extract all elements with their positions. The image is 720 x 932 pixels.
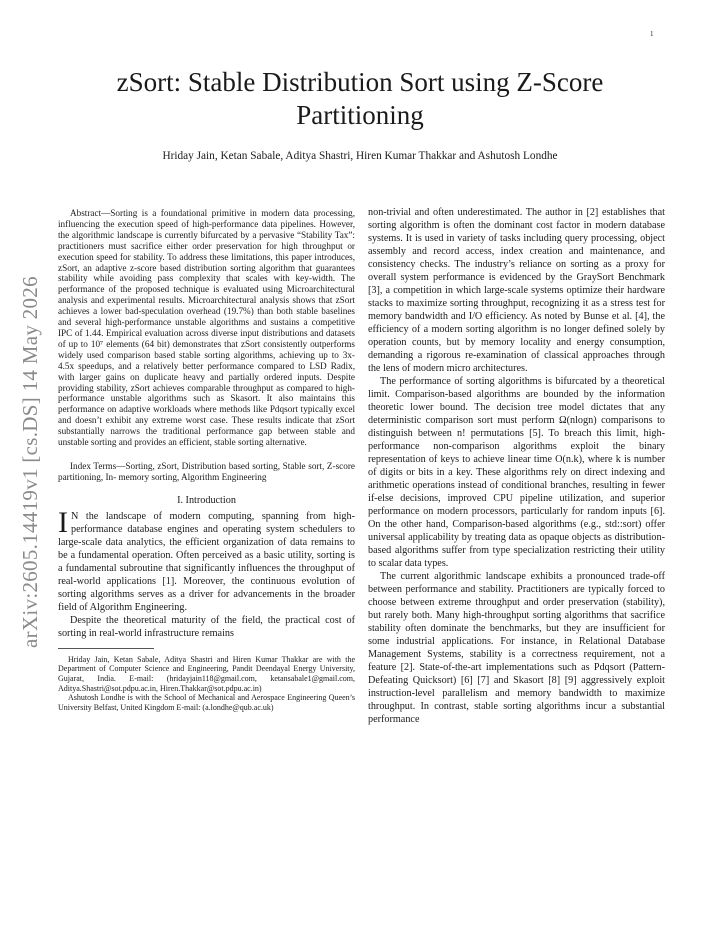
author-list: Hriday Jain, Ketan Sabale, Aditya Shastri, Hiren Kumar Thakkar and Ashutosh Londhe	[162, 150, 558, 162]
arxiv-identifier-stamp: arXiv:2605.14419v1 [cs.DS] 14 May 2026	[18, 276, 42, 648]
footnote-authors-affiliation: Hriday Jain, Ketan Sabale, Aditya Shastri and Hiren Kumar Thakkar are with the Department of Computer Science and Engineering, Pandit Deendayal Energy University, Gujarat, India. E-mail: (hridayjain118@gmail.com, ketansabale1@gmail.com, Aditya.Shastri@sot.pdpu.ac.in, Hiren.Thakkar@sot.pdpu.ac.in)	[58, 654, 355, 693]
intro-paragraph-1-text: N the landscape of modern computing, spanning from high-performance database engines and operating system schedulers to large-scale data analytics, the efficient organization of data remains to be a fundamental operation. Often perceived as a basic utility, sorting is a fundamental subroutine that significantly influences the throughput of real-world applications [1]. Moreover, the continuous evolution of sorting algorithms serves as a driver for advancements in the broader field of Algorithm Engineering.	[58, 510, 355, 613]
right-paragraph-1: non-trivial and often underestimated. The author in [2] establishes that sorting algorithm is often the dominant cost factor in modern database systems. It is used in variety of tasks including query processing, object assembly and record access, index creation and maintenance, and consistency checks. The industry’s reliance on sorting as a proxy for overall system performance is evidenced by the GraySort Benchmark [3], a competition in which large-scale systems optimize their hardware stacks to maximize sorting throughput, recognizing it as a stress test for memory bandwidth and I/O efficiency. As noted by Bunse et al. [4], the efficiency of a modern sorting algorithm is no longer defined solely by operation counts, but by memory locality and energy consumption, demanding a rigorous re-examination of classical approaches through the lens of modern micro architectures.	[368, 207, 665, 374]
index-terms: Index Terms—Sorting, zSort, Distribution based sorting, Stable sort, Z-score partitioning, In- memory sorting, Algorithm Engineering	[58, 460, 355, 482]
section-heading-introduction: I. Introduction	[177, 494, 236, 506]
intro-paragraph-2: Despite the theoretical maturity of the field, the practical cost of sorting in real-world infrastructure remains	[58, 614, 355, 639]
paper-title: zSort: Stable Distribution Sort using Z-Score Partitioning	[116, 67, 604, 130]
left-column	[58, 208, 355, 712]
drop-cap-letter: I	[58, 505, 68, 539]
right-paragraph-2: The performance of sorting algorithms is bifurcated by a theoretical limit. Comparison-based algorithms are bounded by the information theoretic lower bound. The decision tree model dictates that any deterministic comparison sort must perform Ω(nlogn) comparisons to distinguish between n! permutations [5]. To breach this limit, high-performance non-comparison algorithms exploit the binary representation of keys to achieve linear time O(n.k), where k is number of digits or bits in a key. These algorithms rely on direct indexing and arithmetic operations instead of conditional branches, resulting in fewer if-else decisions, improved CPU pipeline utilization, and superior performance on modern processors, particularly for random inputs [6]. On the other hand, Comparison-based algorithms (e.g., std::sort) offer universal applicability by treating data as opaque objects as distribution-based algorithms suffer from type specialization restricting their utility to scalar data types.	[368, 376, 665, 569]
footnote-divider	[58, 648, 154, 649]
abstract: Abstract—Sorting is a foundational primitive in modern data processing, influencing the execution speed of high-performance data pipelines. However, the algorithmic landscape is currently bifurcated by a pervasive “Stability Tax”: practitioners must sacrifice either order preservation for high throughput or execution speed for stability. To address these limitations, this paper introduces, zSort, an adaptive z-score based distribution sorting algorithm that guarantees stability while avoiding pass complexity that scales with key-width. The performance of the proposed technique is evaluated using Microarchitectural analysis and experimental results. Microarchitectural analysis shows that zSort achieves a lower bad-speculation overhead (19.7%) than both stable baselines and several high-performance unstable algorithms and sustains a competitive IPC of 1.44. Empirical evaluation across diverse input distributions and datasets of up to 10⁷ elements (64 bit) demonstrates that zSort consistently outperforms widely used comparison based stable sorting algorithms, achieving up to 3x-4.5x speedups, and a relatively better performance compared to LSD Radix, with larger gains on duplicate heavy and partially ordered inputs. Despite providing stability, zSort achieves comparable throughput as compared to high-performance unstable algorithms such as Skasort. It also maintains this performance on adaptive workloads where methods like Pdqsort typically excel and doesn’t exhibit any extreme worst case. These results indicate that zSort substantially narrows the traditional performance gap between stable and unstable sorting and provides an efficient, stable sorting alternative.	[58, 208, 355, 448]
right-paragraph-3: The current algorithmic landscape exhibits a pronounced trade-off between performance and stability. Practitioners are typically forced to choose between extreme throughput and order preservation (stability), but rarely both. Many high-throughput sorting algorithms that sacrifice stability often dominate the benchmarks, but they are insufficient for some industrial applications. For instance, in Relational Database Management Systems, stability is a correctness requirement, not a feature [2]. State-of-the-art implementations such as Pdqsort (Pattern-Defeating Quicksort) [6] [7] and Skasort [8] [9] aggressively exploit instruction-level parallelism and memory bandwidth to maximize throughput. In contrast, stable sorting algorithms incur a substantial performance	[368, 571, 665, 725]
footnote-londhe-affiliation: Ashutosh Londhe is with the School of Mechanical and Aerospace Engineering Queen’s University Belfast, United Kingdom E-mail: (a.londhe@qub.ac.uk)	[58, 693, 355, 712]
intro-paragraph-1	[58, 505, 355, 614]
right-column	[368, 206, 665, 726]
page-number: 1	[650, 30, 654, 38]
